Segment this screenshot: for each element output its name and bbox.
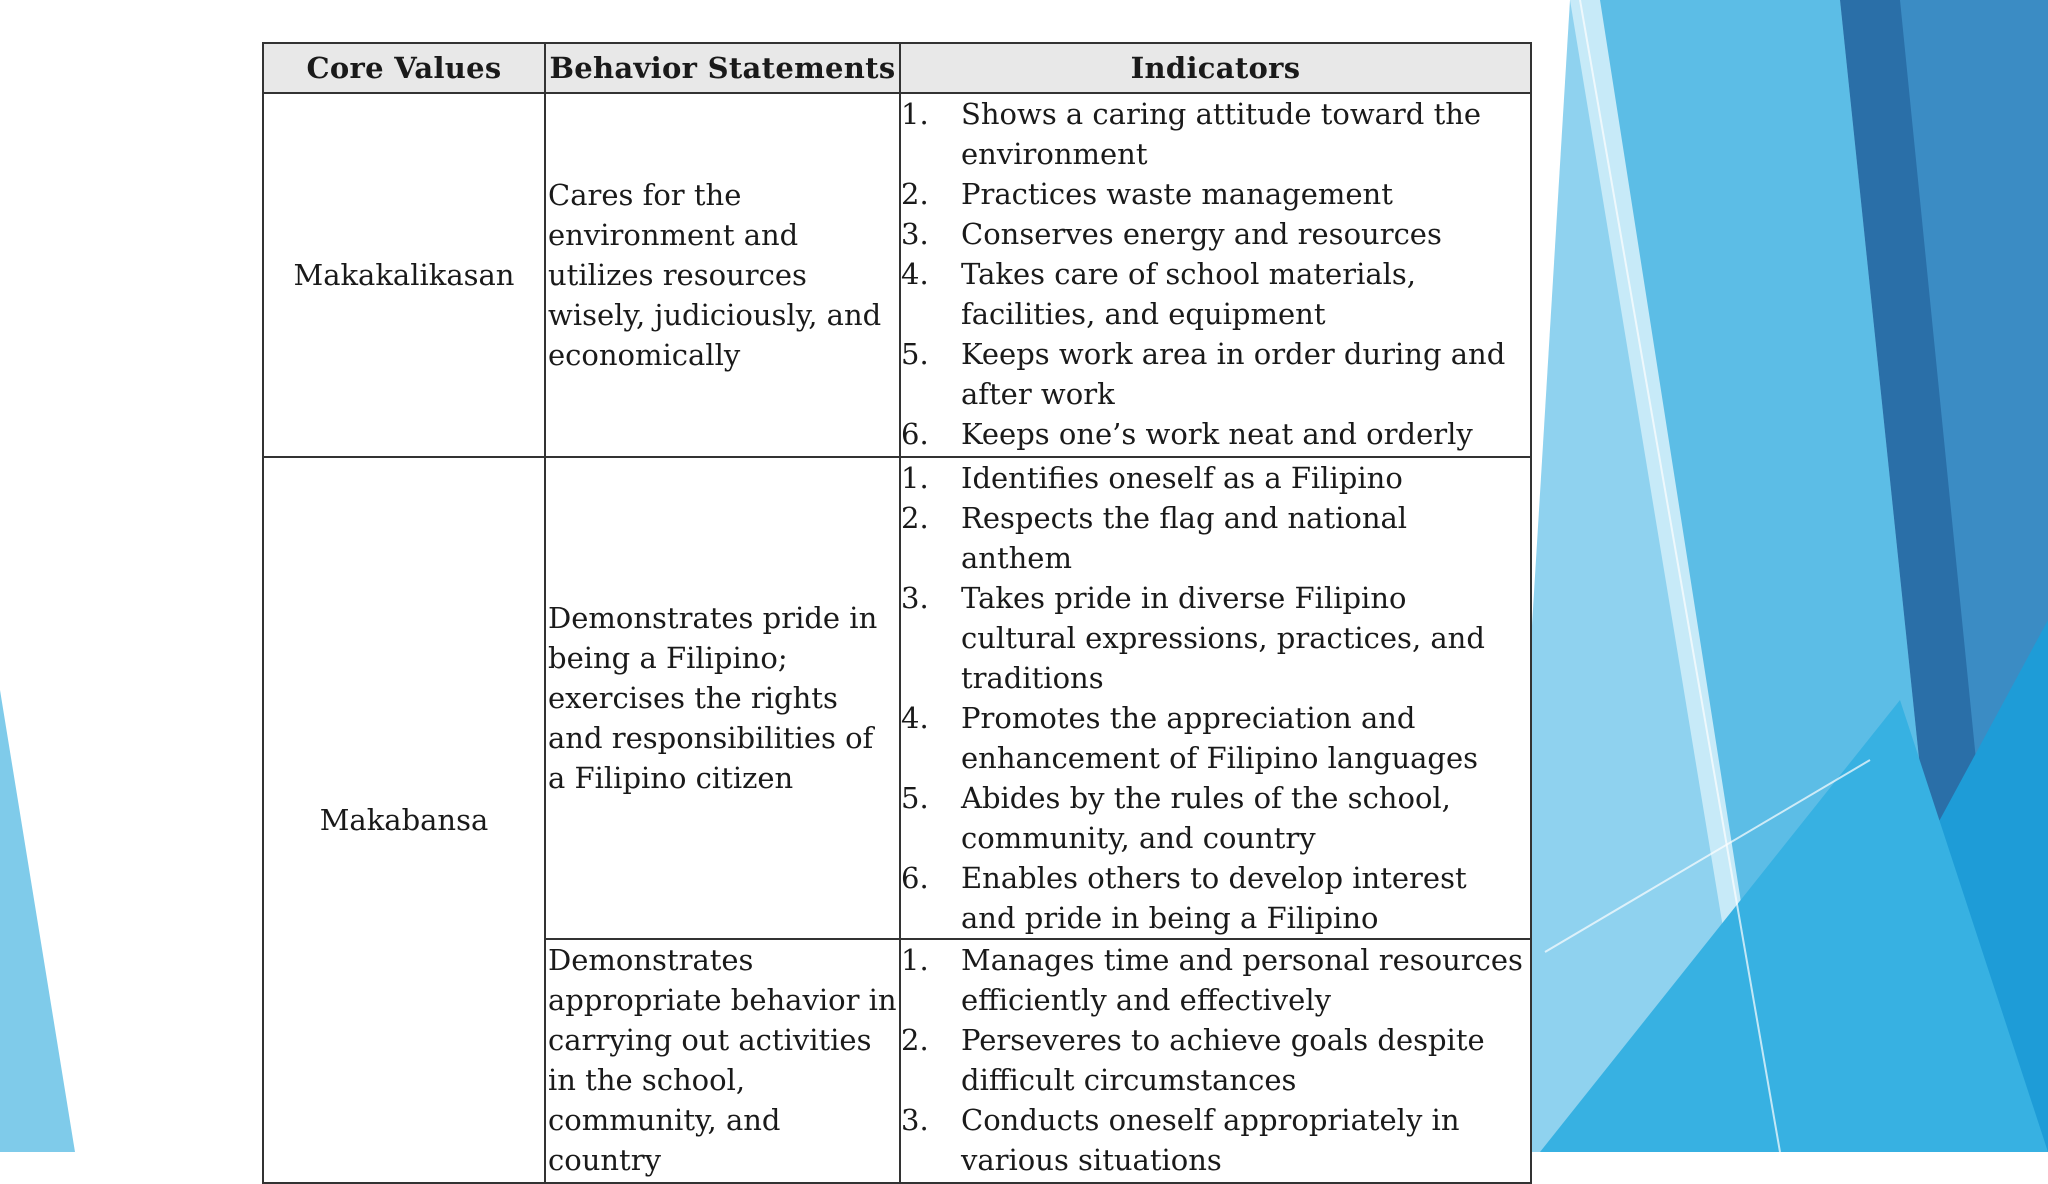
table-row [263,93,1531,457]
indicator-item [901,458,1530,498]
indicator-item [901,858,1530,938]
indicator-number: 2. [901,1023,929,1057]
indicator-number: 3. [901,581,929,615]
indicator-number: 1. [901,461,929,495]
indicator-text: Identifies oneself as a Filipino [961,461,1403,495]
indicator-text: Takes care of school materials, facilities, and equipment [961,257,1417,331]
indicator-list [901,458,1530,938]
left-blue-sliver [0,690,75,1152]
indicator-text: Respects the flag and national anthem [961,501,1408,575]
indicator-number: 3. [901,1103,929,1137]
header-core-values: Core Values [263,43,545,93]
indicator-text: Keeps work area in order during and after work [961,337,1506,411]
indicator-number: 4. [901,701,929,735]
indicator-number: 3. [901,217,929,251]
indicator-number: 2. [901,177,929,211]
indicator-item [901,214,1530,254]
core-values-table [262,42,1532,1184]
indicators-cell [900,93,1531,457]
indicator-text: Conserves energy and resources [961,217,1442,251]
indicator-item [901,94,1530,174]
table-header-row [263,43,1531,93]
indicator-item [901,414,1530,454]
indicator-number: 5. [901,337,929,371]
indicator-text: Shows a caring attitude toward the environment [961,97,1482,171]
behavior-statement-cell: Demonstrates appropriate behavior in carrying out activities in the school, community, and country [545,939,900,1183]
indicator-item [901,1100,1530,1180]
indicator-number: 5. [901,781,929,815]
indicator-item [901,940,1530,1020]
header-behavior-statements: Behavior Statements [545,43,900,93]
indicator-list [901,94,1530,454]
table-row [263,457,1531,939]
indicator-item [901,498,1530,578]
behavior-statement-cell: Cares for the environment and utilizes resources wisely, judiciously, and economically [545,93,900,457]
indicator-item [901,174,1530,214]
indicator-item [901,334,1530,414]
indicator-text: Takes pride in diverse Filipino cultural expressions, practices, and traditions [961,581,1485,695]
indicator-number: 1. [901,97,929,131]
indicator-number: 6. [901,417,929,451]
indicator-item [901,698,1530,778]
indicator-text: Abides by the rules of the school, community, and country [961,781,1451,855]
behavior-statement-cell: Demonstrates pride in being a Filipino; exercises the rights and responsibilities of a Filipino citizen [545,457,900,939]
indicator-text: Practices waste management [961,177,1393,211]
indicator-number: 4. [901,257,929,291]
indicator-number: 6. [901,861,929,895]
indicator-text: Promotes the appreciation and enhancement of Filipino languages [961,701,1479,775]
core-value-cell: Makakalikasan [263,93,545,457]
header-indicators: Indicators [900,43,1531,93]
indicator-number: 1. [901,943,929,977]
indicators-cell [900,939,1531,1183]
indicator-item [901,1020,1530,1100]
indicator-text: Manages time and personal resources efficiently and effectively [961,943,1523,1017]
indicator-number: 2. [901,501,929,535]
indicator-item [901,778,1530,858]
core-value-cell: Makabansa [263,457,545,1183]
indicator-text: Keeps one’s work neat and orderly [961,417,1473,451]
indicators-cell [900,457,1531,939]
indicator-text: Conducts oneself appropriately in various situations [961,1103,1460,1177]
indicator-text: Enables others to develop interest and pride in being a Filipino [961,861,1467,935]
indicator-text: Perseveres to achieve goals despite difficult circumstances [961,1023,1485,1097]
indicator-item [901,254,1530,334]
indicator-list [901,940,1530,1180]
indicator-item [901,578,1530,698]
